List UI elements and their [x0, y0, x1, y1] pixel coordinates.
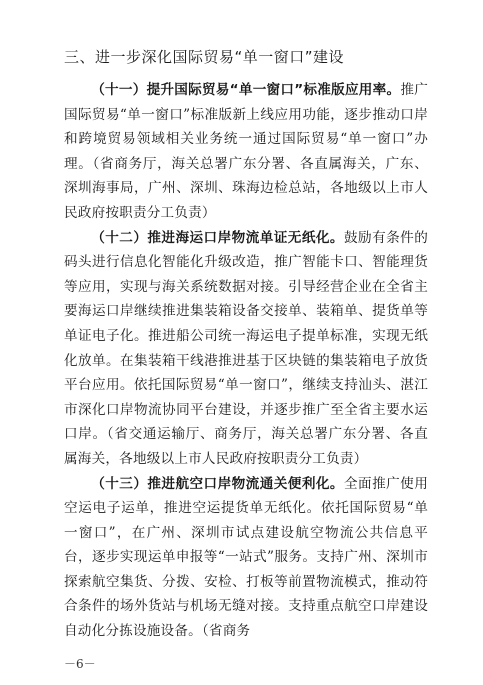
paragraph-11-lead: （十一）提升国际贸易“单一窗口”标准版应用率。 [91, 82, 401, 98]
paragraph-12-lead: （十二）推进海运口岸物流单证无纸化。 [91, 229, 344, 246]
body-text [64, 78, 428, 644]
paragraph-12-text: 鼓励有条件的码头进行信息化智能化升级改造，推广智能卡口、智能理货等应用，实现与海关系统数据对接。引导经营企业在全省主要海运口岸继续推进集装箱设备交接单、装箱单、提货单等单证电子化。推进船公司统一海运电子提单标准，实现无纸化放单。在集装箱干线港推进基于区块链的集装箱电子放货平台应用。依托国际贸易“单一窗口”，继续支持汕头、湛江市深化口岸物流协同平台建设，并逐步推广至全省主要水运口岸。（省交通运输厅、商务厅，海关总署广东分署、各直属海关，各地级以上市人民政府按职责分工负责） [64, 229, 428, 467]
paragraph-12 [64, 226, 428, 472]
paragraph-11-text: 推广国际贸易“单一窗口”标准版新上线应用功能，逐步推动口岸和跨境贸易领域相关业务统一通过国际贸易“单一窗口”办理。（省商务厅，海关总署广东分署、各直属海关，广东、深圳海事局，广州、深圳、珠海边检总站，各地级以上市人民政府按职责分工负责） [64, 82, 429, 221]
paragraph-13-text: 全面推广使用空运电子运单，推进空运提货单无纸化。依托国际贸易“单一窗口”，在广州、深圳市试点建设航空物流公共信息平台，逐步实现运单申报等“一站式”服务。支持广州、深圳市探索航空集货、分拨、安检、打板等前置物流模式，推动符合条件的场外货站与机场无缝对接。支持重点航空口岸建设自动化分拣设施设备。（省商务 [64, 475, 428, 640]
paragraph-13-lead: （十三）推进航空口岸物流通关便利化。 [91, 475, 344, 492]
paragraph-11 [64, 78, 428, 226]
paragraph-13 [64, 472, 428, 644]
section-heading: 三、进一步深化国际贸易“单一窗口”建设 [64, 48, 345, 66]
page-number: －6－ [64, 657, 96, 671]
